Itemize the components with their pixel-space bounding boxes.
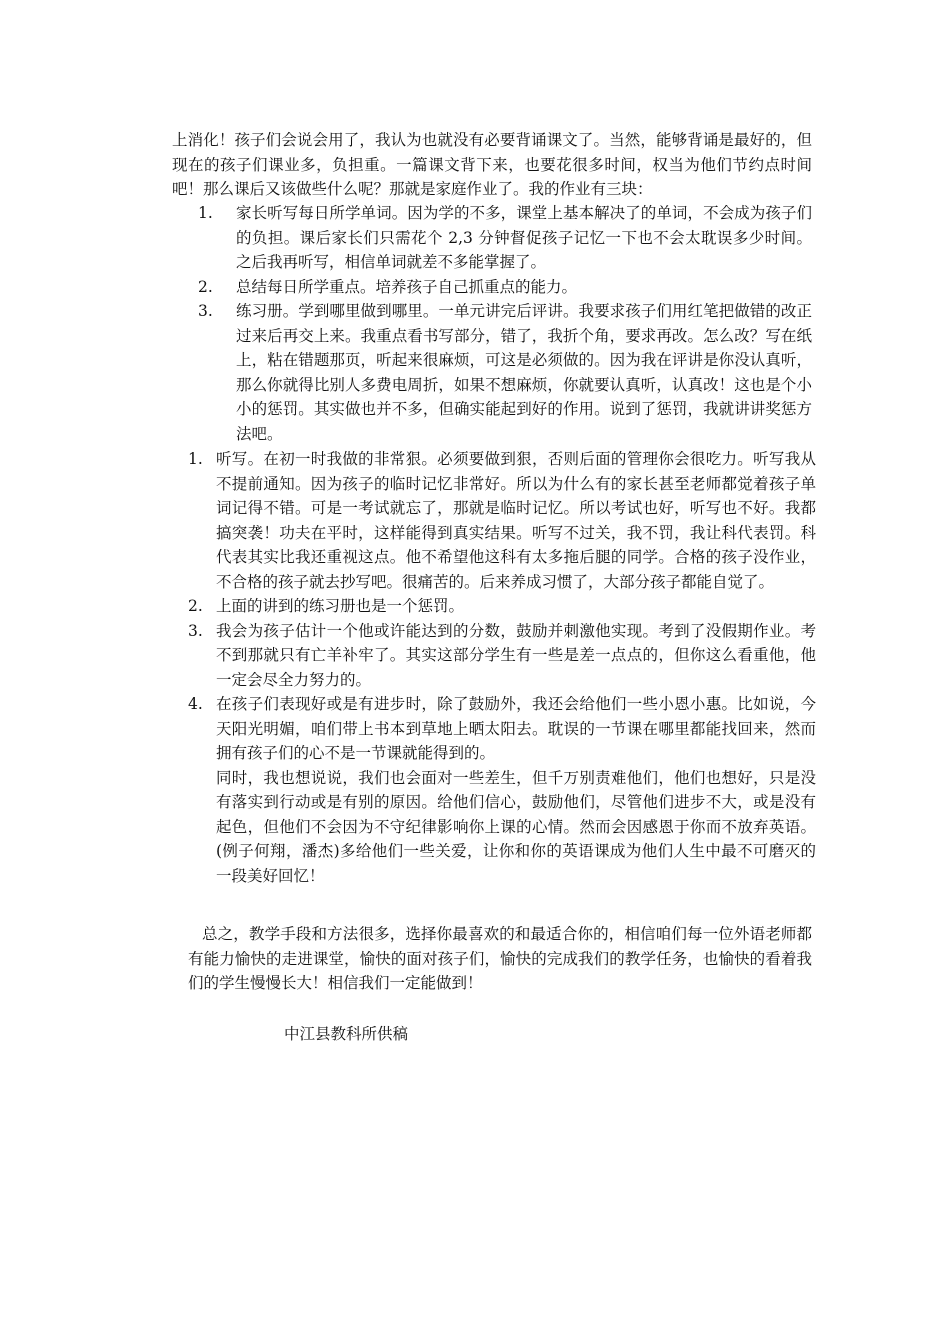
homework-item [198, 201, 812, 275]
list-item-text: 我会为孩子估计一个他或许能达到的分数，鼓励并刺激他实现。考到了没假期作业。考不到那就只有亡羊补牢了。其实这部分学生有一些是差一点点的，但你这么看重他，他一定会尽全力努力的。 [216, 621, 816, 689]
method-item [188, 594, 816, 619]
list-number: 3. [188, 621, 203, 640]
summary-paragraph: 总之，教学手段和方法很多，选择你最喜欢的和最适合你的，相信咱们每一位外语老师都有能力愉快的走进课堂，愉快的面对孩子们，愉快的完成我们的教学任务，也愉快的看着我们的学生慢慢长大！相信我们一定能做到！ [188, 925, 812, 992]
list-number: 1. [198, 204, 213, 222]
list-number: 2. [198, 277, 213, 296]
homework-item [198, 299, 812, 446]
list-number: 4. [188, 695, 203, 713]
list-item-text: 上面的讲到的练习册也是一个惩罚。 [216, 597, 465, 615]
source-credit: 中江县教科所供稿 [284, 1025, 409, 1043]
list-item-text: 听写。在初一时我做的非常狠。必须要做到狠，否则后面的管理你会很吃力。听写我从不提前通知。因为孩子的临时记忆非常好。所以为什么有的家长甚至老师都觉着孩子单词记得不错。可是一考试就忘了，那就是临时记忆。所以考试也好，听写也不好。我都搞突袭！功夫在平时，这样能得到真实结果。听写不过关，我不罚，我让科代表罚。科代表其实比我还重视这点。他不希望他这科有太多拖后腿的同学。合格的孩子没作业，不合格的孩子就去抄写吧。很痛苦的。后来养成习惯了，大部分孩子都能自觉了。 [216, 450, 816, 591]
list-item-continuation: 同时，我也想说说，我们也会面对一些差生，但千万别责难他们，他们也想好，只是没有落实到行动或是有别的原因。给他们信心，鼓励他们，尽管他们进步不大，或是没有起色，但他们不会因为不守纪律影响你上课的心情。然而会因感恩于你而不放弃英语。(例子何翔，潘杰)多给他们一些关爱，让你和你的英语课成为他们人生中最不可磨灭的一段美好回忆！ [216, 768, 816, 885]
list-item-text: 在孩子们表现好或是有进步时，除了鼓励外，我还会给他们一些小恩小惠。比如说，今天阳光明媚，咱们带上书本到草地上晒太阳去。耽误的一节课在哪里都能找回来，然而拥有孩子们的心不是一节课就能得到的。 [216, 695, 816, 762]
list-item-text: 家长听写每日所学单词。因为学的不多，课堂上基本解决了的单词，不会成为孩子们的负担。课后家长们只需花个 2,3 分钟督促孩子记忆一下也不会太耽误多少时间。之后我再听写，相信单词就差不多能掌握了。 [236, 204, 812, 271]
list-number: 3. [198, 302, 213, 320]
method-item [188, 619, 816, 693]
list-item-text: 练习册。学到哪里做到哪里。一单元讲完后评讲。我要求孩子们用红笔把做错的改正过来后再交上来。我重点看书写部分，错了，我折个角，要求再改。怎么改？写在纸上，粘在错题那页，听起来很麻烦，可这是必须做的。因为我在评讲是你没认真听，那么你就得比别人多费电周折，如果不想麻烦，你就要认真听，认真改！这也是个小小的惩罚。其实做也并不多，但确实能起到好的作用。说到了惩罚，我就讲讲奖惩方法吧。 [236, 302, 812, 443]
list-number: 2. [188, 597, 203, 615]
list-number: 1. [188, 450, 203, 468]
intro-paragraph: 上消化！孩子们会说会用了，我认为也就没有必要背诵课文了。当然，能够背诵是最好的，但现在的孩子们课业多，负担重。一篇课文背下来，也要花很多时间，权当为他们节约点时间吧！那么课后又该做些什么呢？那就是家庭作业了。我的作业有三块： [172, 131, 812, 198]
homework-item [198, 275, 812, 300]
homework-list [198, 201, 812, 446]
method-item [188, 692, 816, 888]
method-item [188, 447, 816, 594]
methods-list [188, 447, 816, 888]
list-item-text: 总结每日所学重点。培养孩子自己抓重点的能力。 [236, 277, 578, 296]
